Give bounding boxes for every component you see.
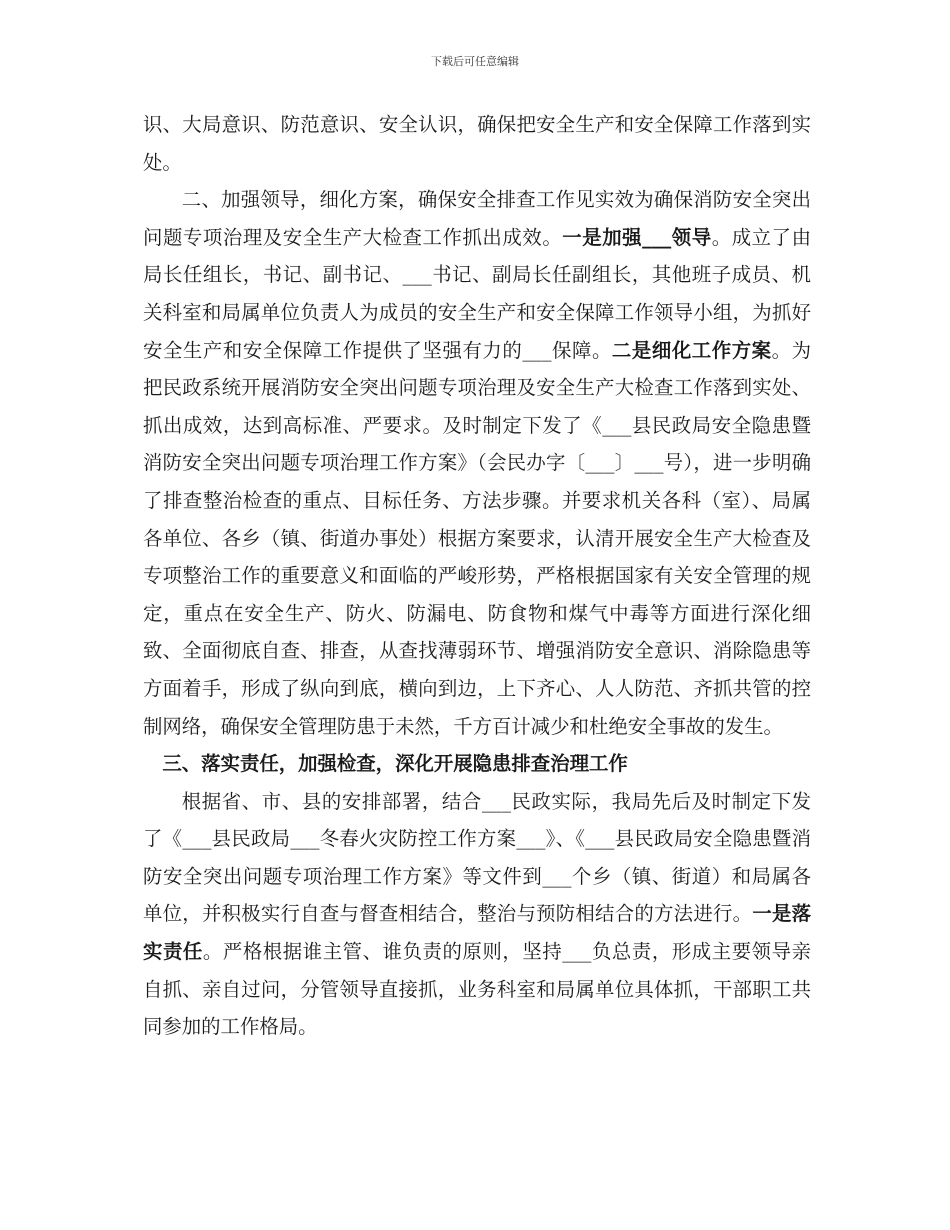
bold-lead-phrase: 一是落实责任	[143, 902, 812, 964]
document-body	[143, 106, 811, 1046]
paragraph-text: 二、加强领导，细化方案，确保安全排查工作见实效为确保消防安全突出问题专项治理及安全生产大检查工作抓出成效。	[143, 188, 811, 249]
bold-lead-phrase: 二是细化工作方案	[611, 338, 772, 362]
paragraph-section-three	[143, 783, 811, 1046]
page-header: 下载后可任意编辑	[431, 55, 519, 68]
paragraph-text: 根据省、市、县的安排部署，结合___民政实际，我局先后及时制定下发了《___县民政局___冬春火灾防控工作方案___》、《___县民政局安全隐患暨消防安全突出问题专项治理工作方案》等文件到___个乡（镇、街道）和局属各单位，并积极实行自查与督查相结合，整治与预防相结合的方法进行。	[143, 789, 811, 926]
paragraph-text: 。为把民政系统开展消防安全突出问题专项治理及安全生产大检查工作落到实处、抓出成效，达到高标准、严要求。及时制定下发了《___县民政局安全隐患暨消防安全突出问题专项治理工作方案》（会民办字〔___〕___号），进一步明确了排查整治检查的重点、目标任务、方法步骤。并要求机关各科（室）、局属各单位、各乡（镇、街道办事处）根据方案要求，认清开展安全生产大检查及专项整治工作的重要意义和面临的严峻形势，严格根据国家有关安全管理的规定，重点在安全生产、防火、防漏电、防食物和煤气中毒等方面进行深化细致、全面彻底自查、排查，从查找薄弱环节、增强消防安全意识、消除隐患等方面着手，形成了纵向到底，横向到边，上下齐心、人人防范、齐抓共管的控制网络，确保安全管理防患于未然，千方百计减少和杜绝安全事故的发生。	[143, 338, 812, 738]
section-heading: 三、落实责任，加强检查，深化开展隐患排查治理工作	[162, 752, 628, 776]
paragraph-section-two	[143, 181, 811, 745]
paragraph-text: 。严格根据谁主管、谁负责的原则，坚持___负总责，形成主要领导亲自抓、亲自过问，分管领导直接抓，业务科室和局属单位具体抓，干部职工共同参加的工作格局。	[143, 940, 811, 1039]
bold-lead-phrase: 一是加强___领导	[562, 225, 712, 249]
paragraph-continuation	[143, 106, 811, 181]
paragraph-text: 。成立了由局长任组长，书记、副书记、___书记、副局长任副组长，其他班子成员、机关科室和局属单位负责人为成员的安全生产和安全保障工作领导小组，为抓好安全生产和安全保障工作提供了坚强有力的___保障。	[143, 225, 812, 362]
paragraph-text: 识、大局意识、防范意识、安全认识，确保把安全生产和安全保障工作落到实处。	[143, 113, 811, 174]
